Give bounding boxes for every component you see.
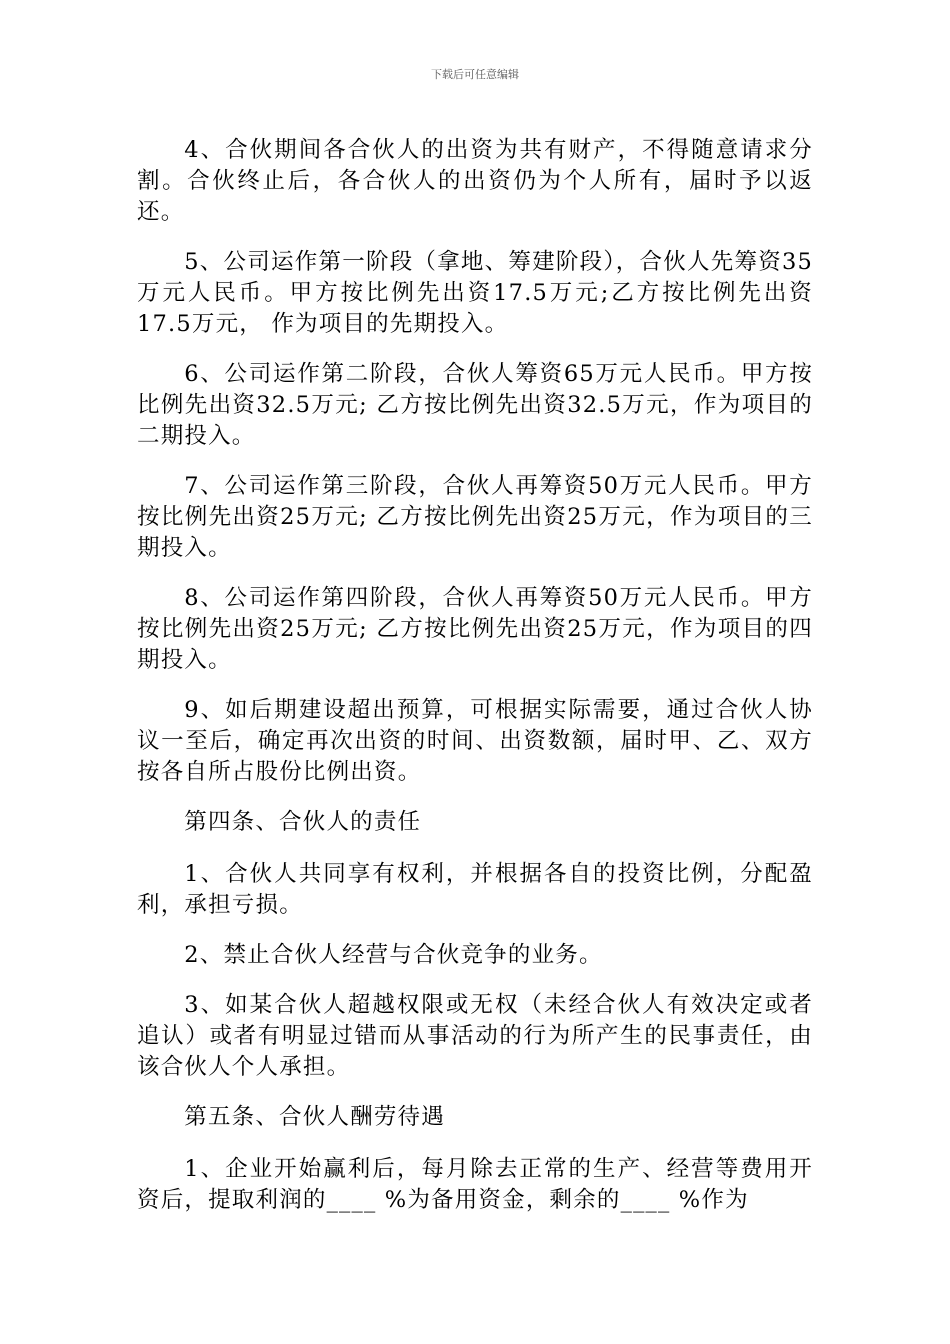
paragraph-clause-6: 6、公司运作第二阶段，合伙人筹资65万元人民币。甲方按比例先出资32.5万元; 乙方按比例先出资32.5万元，作为项目的二期投入。 — [137, 361, 813, 449]
paragraph-clause-8: 8、公司运作第四阶段，合伙人再筹资50万元人民币。甲方按比例先出资25万元; 乙方按比例先出资25万元，作为项目的四期投入。 — [137, 585, 813, 673]
paragraph-compensation-1: 1、企业开始赢利后，每月除去正常的生产、经营等费用开资后，提取利润的____ %为备用资金，剩余的____ %作为 — [137, 1156, 813, 1213]
document-body — [137, 135, 813, 1235]
section-heading-article-4: 第四条、合伙人的责任 — [184, 809, 422, 835]
paragraph-responsibility-2: 2、禁止合伙人经营与合伙竞争的业务。 — [184, 942, 603, 968]
page-header-note: 下载后可任意编辑 — [431, 68, 519, 81]
paragraph-clause-4: 4、合伙期间各合伙人的出资为共有财产，不得随意请求分割。合伙终止后，各合伙人的出资仍为个人所有，届时予以返还。 — [137, 137, 813, 225]
paragraph-clause-5: 5、公司运作第一阶段（拿地、筹建阶段），合伙人先筹资35万元人民币。甲方按比例先出资17.5万元;乙方按比例先出资17.5万元， 作为项目的先期投入。 — [137, 249, 813, 337]
paragraph-responsibility-1: 1、合伙人共同享有权利，并根据各自的投资比例，分配盈利，承担亏损。 — [137, 861, 813, 918]
paragraph-clause-9: 9、如后期建设超出预算，可根据实际需要，通过合伙人协议一至后，确定再次出资的时间、出资数额，届时甲、乙、双方按各自所占股份比例出资。 — [137, 697, 813, 785]
paragraph-responsibility-3: 3、如某合伙人超越权限或无权（未经合伙人有效决定或者追认）或者有明显过错而从事活动的行为所产生的民事责任，由该合伙人个人承担。 — [137, 992, 813, 1080]
section-heading-article-5: 第五条、合伙人酬劳待遇 — [184, 1104, 445, 1130]
paragraph-clause-7: 7、公司运作第三阶段，合伙人再筹资50万元人民币。甲方按比例先出资25万元; 乙方按比例先出资25万元，作为项目的三期投入。 — [137, 473, 813, 561]
